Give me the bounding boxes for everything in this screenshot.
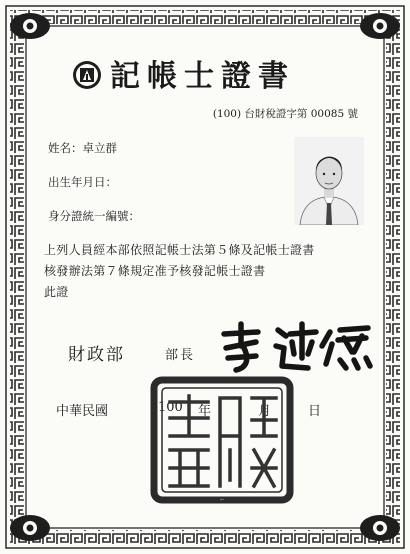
minister-signature [216, 318, 376, 376]
official-seal [150, 376, 294, 504]
date-year-label: 年 [198, 404, 212, 419]
body-text-line-2: 核發辦法第７條規定准予核發記帳士證書 [44, 264, 266, 278]
date-year-value: 100 [158, 400, 183, 415]
certificate-header [72, 58, 372, 98]
corner-ornament-bl [10, 515, 50, 541]
name-field [48, 140, 117, 156]
body-text-line-3: 此證 [44, 285, 69, 299]
issuing-ministry: 財政部 [68, 345, 125, 365]
corner-ornament-br [360, 515, 400, 541]
seal-text: 財政部印 [220, 500, 224, 501]
holder-photo [294, 137, 364, 225]
date-era: 中華民國 [56, 404, 109, 419]
coin-emblem-icon [72, 60, 102, 90]
name-value: 卓立群 [82, 141, 117, 155]
certificate-title: 記帳士證書 [110, 59, 295, 94]
certificate-number: (100) 台財稅證字第 00085 號 [212, 108, 358, 120]
date-month-label: 月 [258, 404, 272, 419]
corner-ornament-tr [360, 13, 400, 39]
body-text-line-1: 上列人員經本部依照記帳士法第５條及記帳士證書 [44, 243, 315, 257]
date-day-label: 日 [308, 404, 322, 419]
corner-ornament-tl [10, 13, 50, 39]
minister-title: 部長 [165, 348, 196, 363]
id-number-label: 身分證統一編號： [48, 209, 140, 223]
name-label: 姓名： [48, 141, 83, 155]
birth-date-label: 出生年月日： [48, 175, 117, 189]
